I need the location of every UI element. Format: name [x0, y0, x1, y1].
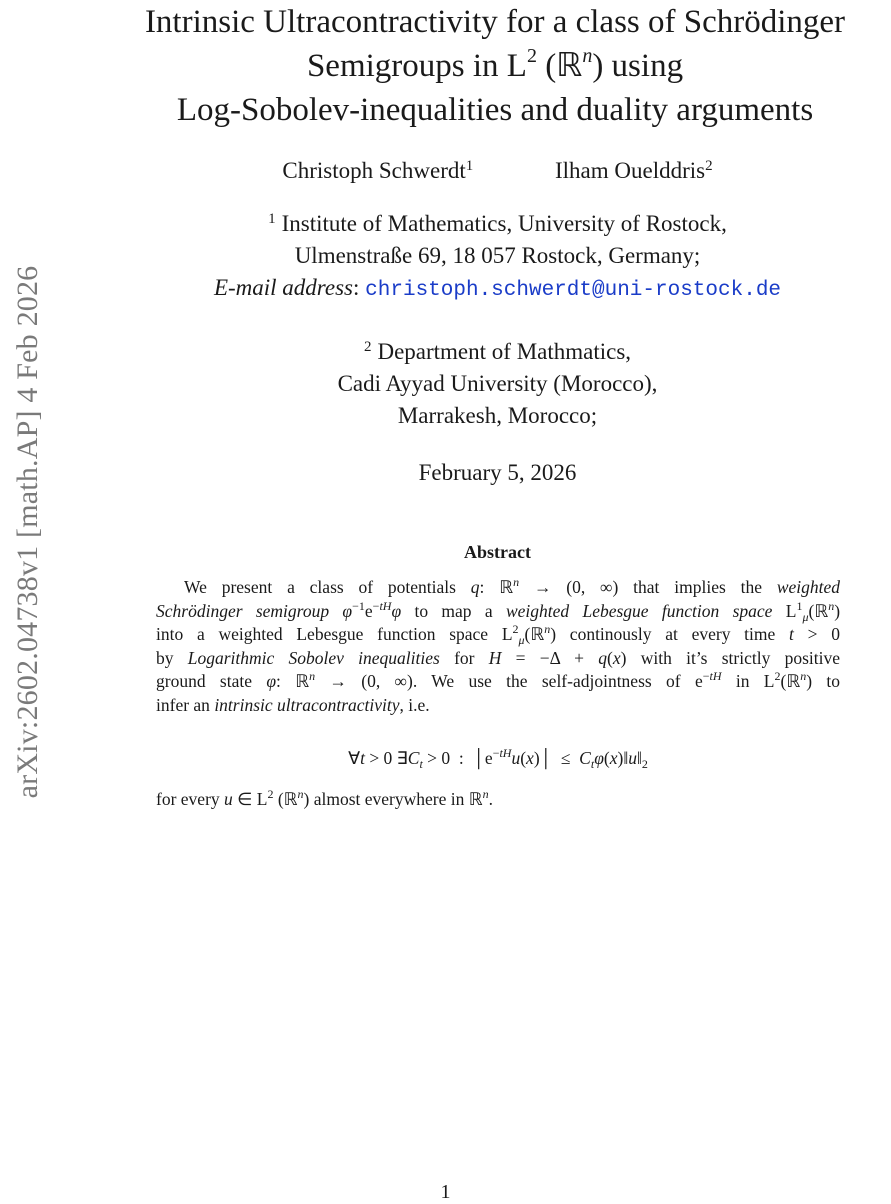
abstract-line-3: into a weighted Lebesgue function space $L^2_\mu(ℝ^n)$ continously at every time t > 0 — [156, 622, 841, 647]
affiliation-1-email-line — [100, 272, 891, 307]
title-line-2-space: (ℝ — [536, 48, 583, 84]
affiliation-2-mark: 2 — [363, 339, 372, 355]
email-link[interactable]: christoph.schwerdt@uni-rostock.de — [365, 279, 782, 302]
affiliation-2-line-1 — [100, 336, 891, 368]
title-line-2-prefix: Semigroups in L — [306, 48, 527, 84]
display-equation: ∀t > 0 $\exists C_t > 0$ : $│e^{-tH}u(x)│$ ≤ $C_t\varphi(x)‖u‖_2$ — [348, 746, 648, 771]
email-label: E-mail address — [213, 275, 354, 300]
affiliation-1-line-2: Ulmenstraße 69, 18 057 Rostock, Germany; — [294, 243, 701, 268]
abstract-line-2: Schrödinger semigroup $\varphi^{-1}e^{-tH}\varphi$ to map a weighted Lebesgue function space $L^1_\mu(ℝ^n)$ — [156, 598, 841, 624]
title-line-3: Log-Sobolev-inequalities and duality arguments — [176, 92, 814, 128]
author-list — [100, 156, 891, 186]
title-line-2-suffix: ) using — [592, 48, 684, 84]
abstract-heading: Abstract — [464, 542, 531, 562]
affiliation-1-mark: 1 — [268, 211, 276, 227]
affiliation-1-line-1 — [100, 208, 891, 240]
title-line-2-sup: 2 — [526, 45, 537, 67]
affiliation-2 — [100, 336, 891, 432]
author-1-name: Christoph Schwerdt — [282, 158, 466, 183]
abstract-line-6: infer an intrinsic ultracontractivity, i.e. — [156, 694, 430, 715]
author-2 — [555, 156, 713, 186]
author-2-mark: 2 — [705, 158, 713, 174]
affiliation-1 — [100, 208, 891, 307]
affiliation-1-institute: Institute of Mathematics, University of Rostock, — [281, 211, 727, 236]
title-line-2-n: n — [582, 45, 593, 67]
author-2-name: Ilham Ouelddris — [555, 158, 706, 183]
title-line-2 — [90, 44, 891, 88]
affiliation-2-department: Department of Mathmatics, — [377, 339, 632, 364]
paper-title — [90, 0, 891, 132]
affiliation-2-line-2: Cadi Ayyad University (Morocco), — [337, 371, 658, 396]
email-separator: : — [353, 275, 366, 300]
abstract-body — [156, 576, 840, 717]
publication-date: February 5, 2026 — [418, 460, 577, 485]
title-line-1: Intrinsic Ultracontractivity for a class of Schrödinger — [144, 4, 846, 40]
abstract-line-1: We present a class of potentials q: ℝ$^n$ → (0, ∞) that implies the weighted — [184, 575, 840, 597]
arxiv-identifier-stamp: arXiv:2602.04738v1 [math.AP] 4 Feb 2026 — [11, 265, 44, 799]
affiliation-2-line-3: Marrakesh, Morocco; — [397, 403, 598, 428]
author-1 — [282, 156, 473, 186]
page-number: 1 — [440, 1181, 451, 1203]
author-1-mark: 1 — [465, 158, 474, 174]
abstract-closing: for every u ∈ $L^2$ (ℝ$^n$) almost everywhere in ℝ$^n$. — [156, 787, 493, 809]
abstract-line-5: ground state φ: ℝ$^n$ → (0, ∞). We use the self-adjointness of $e^{-tH}$ in $L^2(ℝ^n)$ to — [156, 669, 840, 691]
abstract-line-4: by Logarithmic Sobolev inequalities for H = −Δ + q(x) with it’s strictly positive — [156, 647, 841, 668]
